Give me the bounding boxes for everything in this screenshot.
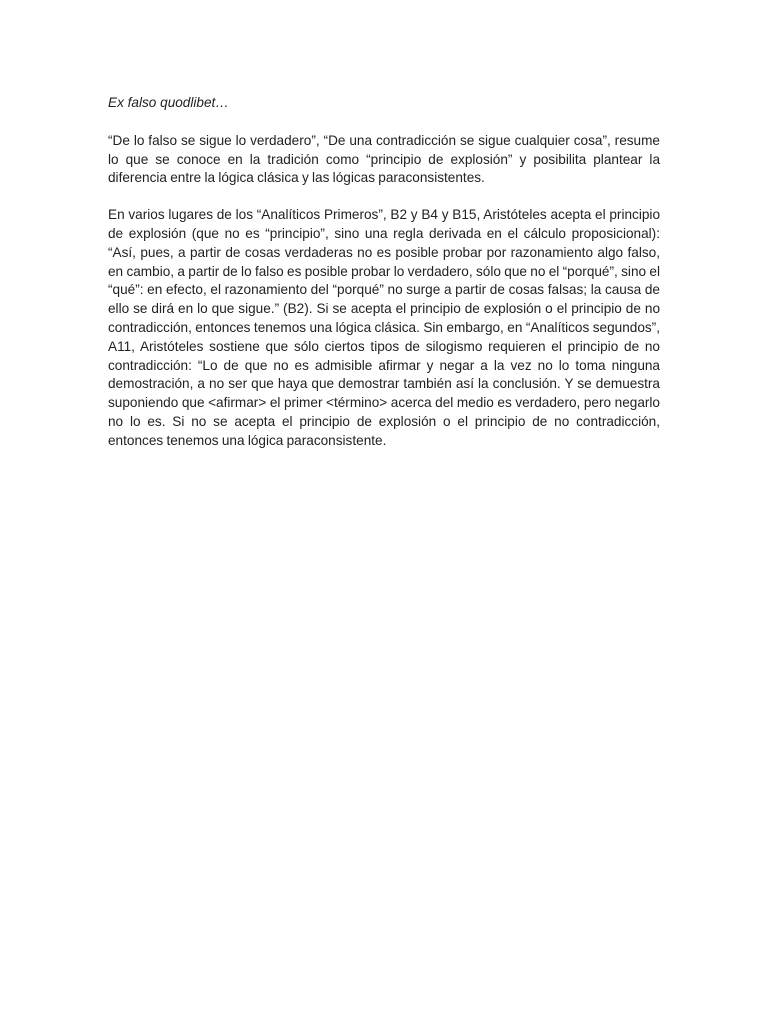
document-title: Ex falso quodlibet… (108, 95, 229, 110)
document-page (108, 94, 660, 469)
paragraph-1: “De lo falso se sigue lo verdadero”, “De una contradicción se sigue cualquier cosa”, resume lo que se conoce en la tradición como “principio de explosión” y posibilita plantear la diferencia entre la lógica clásica y las lógicas paraconsistentes. (108, 132, 660, 186)
paragraph-2: En varios lugares de los “Analíticos Primeros”, B2 y B4 y B15, Aristóteles acepta el principio de explosión (que no es “principio”, sino una regla derivada en el cálculo proposicional): “Así, pues, a partir de cosas verdaderas no es posible probar por razonamiento algo falso, en cambio, a partir de lo falso es posible probar lo verdadero, sólo que no el “porqué”, sino el “qué”: en efecto, el razonamiento del “porqué” no surge a partir de cosas falsas; la causa de ello se dirá en lo que sigue.” (B2). Si se acepta el principio de explosión o el principio de no contradicción, entonces tenemos una lógica clásica. Sin embargo, en “Analíticos segundos”, A11, Aristóteles sostiene que sólo ciertos tipos de silogismo requieren el principio de no contradicción: “Lo de que no es admisible afirmar y negar a la vez no lo toma ninguna demostración, a no ser que haya que demostrar también así la conclusión. Y se demuestra suponiendo que <afirmar> el primer <término> acerca del medio es verdadero, pero negarlo no lo es. Si no se acepta el principio de explosión o el principio de no contradicción, entonces tenemos una lógica paraconsistente. (108, 207, 660, 448)
